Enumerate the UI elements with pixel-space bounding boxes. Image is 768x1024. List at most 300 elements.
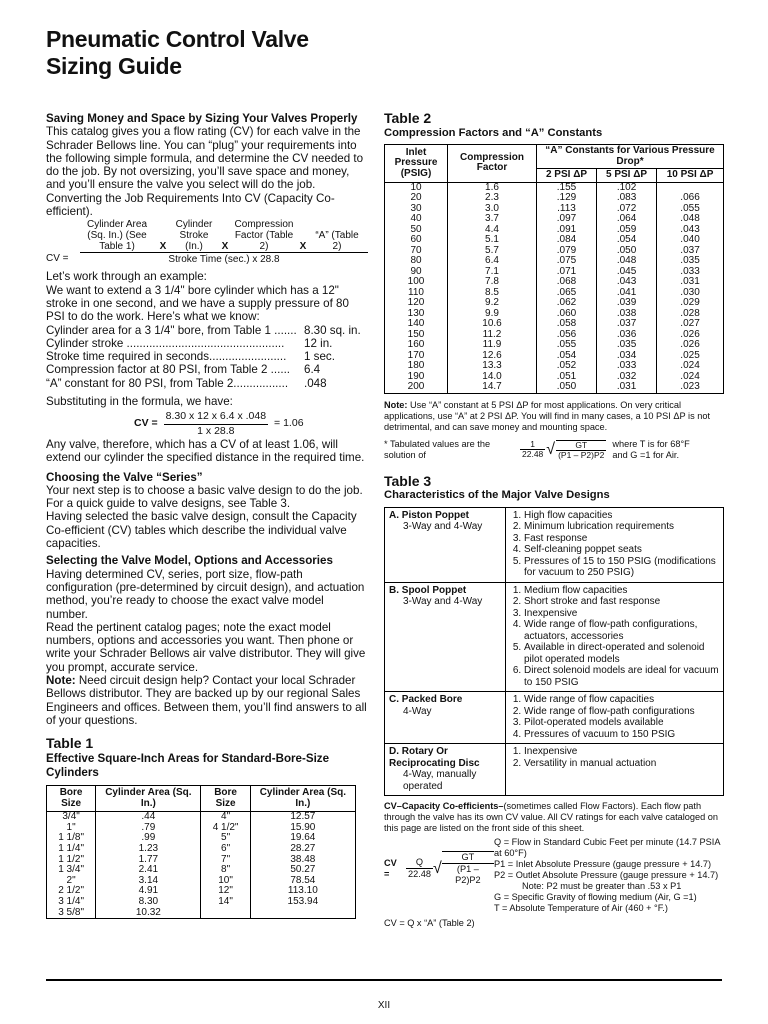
list-item: 2. Short stroke and fast response <box>524 596 719 608</box>
table-cell: 3 1/4" <box>47 897 96 908</box>
list-item: 4. Pressures of vacuum to 150 PSIG <box>524 729 719 741</box>
table-row <box>385 214 724 225</box>
table-cell: .055 <box>537 340 597 351</box>
list-item: 3. Inexpensive <box>524 608 719 620</box>
table1-title: Table 1 <box>46 735 94 752</box>
table-cell: 5" <box>201 833 250 844</box>
table-cell: .99 <box>96 833 201 844</box>
series-text-1: Your next step is to choose a basic valve design to do the job. For a quick guide to valve designs, see Table 3. <box>46 483 363 511</box>
known-value: 8.30 sq. in. <box>304 323 361 337</box>
table-cell: 8" <box>201 865 250 876</box>
table-row <box>385 256 724 267</box>
cv-formula-num: Q <box>406 857 433 869</box>
table-cell: 11.2 <box>448 330 537 341</box>
table-cell: 30 <box>385 204 448 215</box>
table-cell: 14" <box>201 897 250 908</box>
table-cell: 110 <box>385 288 448 299</box>
table-cell: 1 1/4" <box>47 844 96 855</box>
calc-fraction <box>164 410 268 438</box>
table-cell: 4.91 <box>96 886 201 897</box>
valve-design-cell <box>385 582 506 692</box>
table-row <box>385 246 724 257</box>
table-cell: .79 <box>96 823 201 834</box>
left-column <box>46 112 368 919</box>
table-cell: .062 <box>537 298 597 309</box>
table-cell: .027 <box>657 319 724 330</box>
cv-formula-den: 22.48 <box>407 869 431 879</box>
cv-definitions <box>494 837 724 914</box>
characteristics-list <box>510 746 719 769</box>
table-row <box>385 309 724 320</box>
formula-term-stroke: Cylinder Stroke (In.) <box>175 219 213 253</box>
table-cell: 1 3/4" <box>47 865 96 876</box>
table-cell: .037 <box>657 246 724 257</box>
table1-subtitle: Effective Square-Inch Areas for Standard-Bore-Size Cylinders <box>46 752 330 779</box>
table-cell: .071 <box>537 267 597 278</box>
table-cell: .052 <box>537 361 597 372</box>
convert-text: Converting the Job Requirements Into CV (Capacity Co-efficient). <box>46 191 335 219</box>
table-cell: 2" <box>47 876 96 887</box>
table-cell: 2.3 <box>448 193 537 204</box>
valve-design-cell <box>385 744 506 796</box>
known-row <box>46 337 368 350</box>
table-cell: 1 1/8" <box>47 833 96 844</box>
table-row <box>385 288 724 299</box>
table-cell: .023 <box>657 382 724 393</box>
footer-rule <box>46 979 722 981</box>
footnote-fraction-num: 1 <box>520 440 545 450</box>
table-cell: .034 <box>597 351 657 362</box>
intro-text: This catalog gives you a flow rating (CV) for each valve in the Schrader Bellows line. You can “plug” your requirements into the following simple formula, and determine the CV needed to do the job. By not oversizing, you’ll save space and money, and you’ll ensure the valve you select will do the job. <box>46 125 364 192</box>
table-cell: .025 <box>657 351 724 362</box>
table3 <box>384 507 724 797</box>
list-item: 4. Self-cleaning poppet seats <box>524 544 719 556</box>
table-cell: .44 <box>96 812 201 823</box>
table-cell: 90 <box>385 267 448 278</box>
table-row <box>47 908 356 919</box>
table-cell: 40 <box>385 214 448 225</box>
table2-subtitle: Compression Factors and “A” Constants <box>384 126 603 139</box>
table-cell: 20 <box>385 193 448 204</box>
table-cell: 4.4 <box>448 225 537 236</box>
table-cell: 170 <box>385 351 448 362</box>
table-cell: 6" <box>201 844 250 855</box>
list-item: 3. Pilot-operated models available <box>524 717 719 729</box>
cv-formula <box>384 837 494 886</box>
table-cell: 9.2 <box>448 298 537 309</box>
characteristics-list <box>510 694 719 740</box>
list-item: 1. Wide range of flow capacities <box>524 694 719 706</box>
table-cell: 14.7 <box>448 382 537 393</box>
table-cell: .054 <box>597 235 657 246</box>
table-cell: .032 <box>597 372 657 383</box>
note-label: Note: <box>46 673 76 687</box>
example-intro: Let’s work through an example: <box>46 270 207 284</box>
table2-note-label: Note: <box>384 399 408 410</box>
series-text-2: Having selected the basic valve design, consult the Capacity Co-efficient (CV) tables which describe the individual valve capacities. <box>46 510 357 551</box>
table-cell: 1" <box>47 823 96 834</box>
table-row <box>385 235 724 246</box>
table-cell: .113 <box>537 204 597 215</box>
table-cell: 12.57 <box>250 812 355 823</box>
formula-term-compression: Compression Factor (Table 2) <box>234 219 294 253</box>
cv-text: (sometimes called Flow Factors). Each flow path through the valve has its own CV value. All CV ratings for each valve cataloged on this page are listed on the front side of this sheet. <box>384 801 719 833</box>
valve-design-detail: 4-Way, manually operated <box>403 769 477 792</box>
table-cell: .054 <box>537 351 597 362</box>
table-cell: .065 <box>537 288 597 299</box>
table-cell: 8.30 <box>96 897 201 908</box>
table-cell: .035 <box>597 340 657 351</box>
cv-section <box>384 801 724 929</box>
calc-denominator: 1 x 28.8 <box>197 424 235 437</box>
list-item: 4. Wide range of flow-path configurations, actuators, accessories <box>524 619 719 642</box>
formula-denominator: Stroke Time (sec.) x 28.8 <box>80 252 368 265</box>
table2-header-compression: Compression Factor <box>448 145 537 183</box>
valve-characteristics-cell <box>506 744 724 796</box>
formula-lhs: CV = <box>46 253 69 265</box>
list-item: 1. Inexpensive <box>524 746 719 758</box>
page-title: Pneumatic Control Valve Sizing Guide <box>46 26 309 79</box>
table-cell: 3.0 <box>448 204 537 215</box>
table2-header-col: 2 PSI ΔP <box>537 169 597 183</box>
table-cell: .051 <box>537 372 597 383</box>
table-cell: 180 <box>385 361 448 372</box>
table2-header-col: 5 PSI ΔP <box>597 169 657 183</box>
table-row <box>385 182 724 193</box>
table-cell: .028 <box>657 309 724 320</box>
table1-body <box>47 812 356 919</box>
table-row <box>385 744 724 796</box>
right-column <box>384 112 724 929</box>
table-row <box>385 372 724 383</box>
table-cell: 80 <box>385 256 448 267</box>
characteristics-list <box>510 510 719 579</box>
table-cell: 10" <box>201 876 250 887</box>
known-label: “A” constant for 80 PSI, from Table 2................. <box>46 376 289 390</box>
cv-definition: G = Specific Gravity of flowing medium (Air, G =1) <box>494 892 697 902</box>
note-text: Need circuit design help? Contact your local Schrader Bellows distributor. They are backed up by our regional Sales Engineers and offices. Between them, you’ll find answers to all of your questions. <box>46 673 367 727</box>
model-text-1: Having determined CV, series, port size, flow-path configuration (pre-determined by circuit design), and actuation method, you’re ready to choose the exact valve model number. <box>46 567 365 621</box>
table-cell: .084 <box>537 235 597 246</box>
table-cell: .129 <box>537 193 597 204</box>
table-cell: 10 <box>385 182 448 193</box>
valve-design-detail: 3-Way and 4-Way <box>403 596 483 607</box>
table-cell: .043 <box>657 225 724 236</box>
cv-formula-lhs: CV = <box>384 857 397 879</box>
table-cell: 1.23 <box>96 844 201 855</box>
table3-title: Table 3 <box>384 472 432 489</box>
cv-formula-block <box>384 837 724 914</box>
table-cell: 8.5 <box>448 288 537 299</box>
table-cell <box>250 908 355 919</box>
table-cell: 38.48 <box>250 855 355 866</box>
substituting-text: Substituting in the formula, we have: <box>46 395 233 409</box>
valve-design-detail: 3-Way and 4-Way <box>403 521 483 532</box>
table-row <box>385 340 724 351</box>
footnote-text: * Tabulated values are the solution of <box>384 438 491 460</box>
footnote-tail: where T is for 68°F and G =1 for Air. <box>612 438 690 460</box>
table-cell: .083 <box>597 193 657 204</box>
table-cell: 5.7 <box>448 246 537 257</box>
table2-note-text: Use “A” constant at 5 PSI ΔP for most applications. On very critical applications, use “A” at 2 PSI ΔP. You will find in many cases, a 10 PSI ΔP is not detrimental, and can save money and mounting space. <box>384 399 711 432</box>
table-cell: .066 <box>657 193 724 204</box>
cv-definition: Q = Flow in Standard Cubic Feet per minute (14.7 PSIA at 60°F) <box>494 837 720 858</box>
table2-header-inlet: Inlet Pressure (PSIG) <box>385 145 448 183</box>
footnote-fraction-den: 22.48 <box>522 449 544 459</box>
table-cell: 153.94 <box>250 897 355 908</box>
table-cell: .064 <box>597 214 657 225</box>
table1-header: Bore Size <box>47 786 96 812</box>
table-cell: 70 <box>385 246 448 257</box>
cv-root-num: GT <box>442 852 494 864</box>
table-cell: 160 <box>385 340 448 351</box>
table-cell: 190 <box>385 372 448 383</box>
known-value: .048 <box>304 376 327 390</box>
cv-definition: Note: P2 must be greater than .53 x P1 <box>522 881 682 891</box>
table-cell: 150 <box>385 330 448 341</box>
table3-subtitle: Characteristics of the Major Valve Designs <box>384 489 610 501</box>
table-row <box>385 692 724 744</box>
table-cell: 7.8 <box>448 277 537 288</box>
table-cell: 50.27 <box>250 865 355 876</box>
cv-formula-root <box>442 851 494 886</box>
cv-definition: P1 = Inlet Absolute Pressure (gauge pressure + 14.7) <box>494 859 712 869</box>
table1-header-row <box>47 786 356 812</box>
table-cell <box>201 908 250 919</box>
table-cell: .035 <box>657 256 724 267</box>
table3-body <box>385 507 724 796</box>
table-cell: 2.41 <box>96 865 201 876</box>
table-cell: .068 <box>537 277 597 288</box>
table-cell: 2 1/2" <box>47 886 96 897</box>
valve-design-name: B. Spool Poppet <box>389 584 467 596</box>
table-row <box>385 351 724 362</box>
table2-body <box>385 182 724 393</box>
series-heading: Choosing the Valve “Series” <box>46 470 203 484</box>
table-cell: 11.9 <box>448 340 537 351</box>
table-cell: 3.14 <box>96 876 201 887</box>
table-row <box>385 382 724 393</box>
table-cell: 4" <box>201 812 250 823</box>
table-cell: .041 <box>597 288 657 299</box>
table2-footnote <box>384 439 724 461</box>
table2-header-group: “A” Constants for Various Pressure Drop* <box>537 145 724 169</box>
list-item: 5. Pressures of 15 to 150 PSIG (modifications for vacuum to 250 PSIG) <box>524 556 719 579</box>
table-cell: 3/4" <box>47 812 96 823</box>
table-cell: .026 <box>657 340 724 351</box>
table-cell: .048 <box>657 214 724 225</box>
valve-characteristics-cell <box>506 692 724 744</box>
table-cell: .043 <box>597 277 657 288</box>
table-row <box>385 319 724 330</box>
table-cell: .024 <box>657 372 724 383</box>
table-cell: 4 1/2" <box>201 823 250 834</box>
table-cell: .031 <box>597 382 657 393</box>
table1 <box>46 785 356 919</box>
known-value: 6.4 <box>304 363 321 377</box>
table-cell: 13.3 <box>448 361 537 372</box>
valve-design-name: D. Rotary Or Reciprocating Disc <box>389 746 480 769</box>
table-cell: 7" <box>201 855 250 866</box>
table-cell: 15.90 <box>250 823 355 834</box>
calc-numerator: 8.30 x 12 x 6.4 x .048 <box>164 410 268 424</box>
known-row <box>46 363 368 376</box>
cv-formula <box>46 219 368 265</box>
cv-formula-fraction <box>406 857 433 880</box>
table-row <box>385 204 724 215</box>
table1-header: Cylinder Area (Sq. In.) <box>250 786 355 812</box>
table-row <box>385 361 724 372</box>
calc-lhs: CV = <box>134 417 158 430</box>
table-cell: .048 <box>597 256 657 267</box>
table-cell: .055 <box>657 204 724 215</box>
table-row <box>385 193 724 204</box>
table-cell: .029 <box>657 298 724 309</box>
table-cell: .059 <box>597 225 657 236</box>
model-heading: Selecting the Valve Model, Options and Accessories <box>46 554 333 568</box>
known-label: Cylinder area for a 3 1/4" bore, from Table 1 ....... <box>46 323 297 337</box>
table-cell: 3.7 <box>448 214 537 225</box>
table-cell: .060 <box>537 309 597 320</box>
table1-header: Cylinder Area (Sq. In.) <box>96 786 201 812</box>
table-cell: .024 <box>657 361 724 372</box>
table-cell: 100 <box>385 277 448 288</box>
table-cell: .037 <box>597 319 657 330</box>
table-cell: .058 <box>537 319 597 330</box>
table-cell: 200 <box>385 382 448 393</box>
table-cell: .102 <box>597 182 657 193</box>
any-valve-text: Any valve, therefore, which has a CV of at least 1.06, will extend our cylinder the specified distance in the required time. <box>46 437 365 465</box>
table-cell: 12.6 <box>448 351 537 362</box>
cv-definition: T = Absolute Temperature of Air (460 + °F.) <box>494 903 668 913</box>
table-cell: .075 <box>537 256 597 267</box>
known-row <box>46 350 368 363</box>
table1-header: Bore Size <box>201 786 250 812</box>
table-cell: 113.10 <box>250 886 355 897</box>
table-cell: .050 <box>537 382 597 393</box>
table-cell: 3 5/8" <box>47 908 96 919</box>
known-label: Compression factor at 80 PSI, from Table 2 ...... <box>46 363 291 377</box>
table-cell: 1.6 <box>448 182 537 193</box>
table-cell: 60 <box>385 235 448 246</box>
footnote-fraction <box>520 440 545 459</box>
table-cell: .097 <box>537 214 597 225</box>
sqrt-icon: √ <box>546 441 556 458</box>
table-row <box>385 330 724 341</box>
table-cell: 50 <box>385 225 448 236</box>
footnote-root-num: GT <box>556 441 606 451</box>
table-cell: .040 <box>657 235 724 246</box>
table-cell: .026 <box>657 330 724 341</box>
table-cell: 140 <box>385 319 448 330</box>
list-item: 3. Fast response <box>524 533 719 545</box>
footnote-root <box>556 440 606 460</box>
table-cell: .072 <box>597 204 657 215</box>
table-cell: 19.64 <box>250 833 355 844</box>
table-row <box>385 267 724 278</box>
table-cell: 78.54 <box>250 876 355 887</box>
table-row <box>385 507 724 582</box>
table-row <box>385 277 724 288</box>
table-cell: 14.0 <box>448 372 537 383</box>
table-cell: 6.4 <box>448 256 537 267</box>
cv-root-den: (P1 – P2)P2 <box>455 864 481 885</box>
known-value: 12 in. <box>304 336 333 350</box>
table2-header-row <box>385 145 724 169</box>
table-cell: 10.6 <box>448 319 537 330</box>
valve-design-detail: 4-Way <box>403 705 432 717</box>
list-item: 2. Minimum lubrication requirements <box>524 521 719 533</box>
table-cell: 130 <box>385 309 448 320</box>
table-cell: 120 <box>385 298 448 309</box>
cv-definition: P2 = Outlet Absolute Pressure (gauge pressure + 14.7) <box>494 870 719 880</box>
known-values <box>46 324 368 390</box>
table-cell: 1.77 <box>96 855 201 866</box>
table-cell: .079 <box>537 246 597 257</box>
table-row <box>47 897 356 908</box>
table-cell: .033 <box>657 267 724 278</box>
table-cell: 1 1/2" <box>47 855 96 866</box>
list-item: 2. Wide range of flow-path configurations <box>524 706 719 718</box>
cv-bottom-formula: CV = Q x “A” (Table 2) <box>384 918 475 928</box>
table-cell: .050 <box>597 246 657 257</box>
list-item: 1. Medium flow capacities <box>524 585 719 597</box>
cv-heading: CV–Capacity Co-efficients– <box>384 801 504 811</box>
table-cell: .091 <box>537 225 597 236</box>
table-cell: 10.32 <box>96 908 201 919</box>
model-text-2: Read the pertinent catalog pages; note the exact model numbers, options and accessories you want. Then phone or write your Schrader Bellows air valve distributor. They will give you prompt, accurate service. <box>46 620 366 674</box>
table-cell: 12" <box>201 886 250 897</box>
table-cell: .038 <box>597 309 657 320</box>
table-cell: 5.1 <box>448 235 537 246</box>
formula-times: X <box>159 241 167 253</box>
valve-characteristics-cell <box>506 582 724 692</box>
formula-term-area: Cylinder Area (Sq. In.) (See Table 1) <box>86 219 148 253</box>
valve-characteristics-cell <box>506 507 724 582</box>
known-row <box>46 324 368 337</box>
known-label: Cylinder stroke ................................................. <box>46 336 285 350</box>
valve-design-name: C. Packed Bore <box>389 694 463 705</box>
formula-times: X <box>221 241 229 253</box>
formula-term-a: “A” (Table 2) <box>315 230 359 253</box>
known-label: Stroke time required in seconds........................ <box>46 350 287 364</box>
table-cell: .045 <box>597 267 657 278</box>
table-cell: .039 <box>597 298 657 309</box>
list-item: 5. Available in direct-operated and solenoid pilot operated models <box>524 642 719 665</box>
calc-result: = 1.06 <box>274 417 304 430</box>
table2-title: Table 2 <box>384 110 432 126</box>
sqrt-icon: √ <box>432 860 442 877</box>
list-item: 1. High flow capacities <box>524 510 719 522</box>
list-item: 2. Versatility in manual actuation <box>524 758 719 770</box>
formula-times: X <box>299 241 307 253</box>
table-cell: .036 <box>597 330 657 341</box>
valve-design-cell <box>385 507 506 582</box>
table-row <box>385 225 724 236</box>
valve-design-cell <box>385 692 506 744</box>
table2-header-col: 10 PSI ΔP <box>657 169 724 183</box>
known-row <box>46 377 368 390</box>
table-cell: .033 <box>597 361 657 372</box>
table-row <box>385 298 724 309</box>
table2 <box>384 144 724 394</box>
table-cell: .030 <box>657 288 724 299</box>
characteristics-list <box>510 585 719 689</box>
table-cell: .155 <box>537 182 597 193</box>
footnote-root-den: (P1 – P2)P2 <box>558 449 605 460</box>
table-cell: .056 <box>537 330 597 341</box>
table-row <box>385 582 724 692</box>
